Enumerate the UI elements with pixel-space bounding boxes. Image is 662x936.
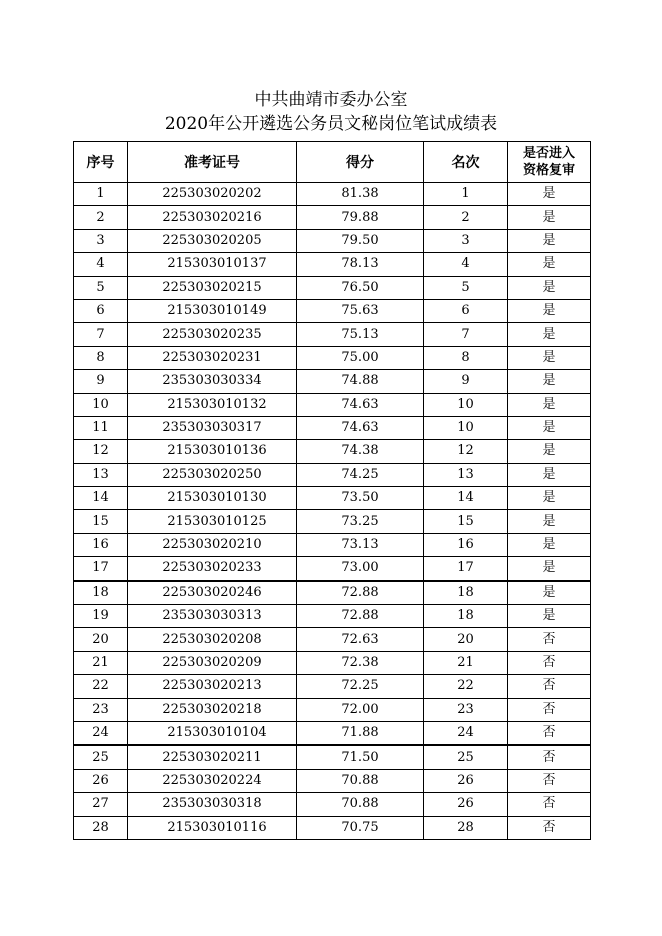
cell-exam-id: 235303030318	[128, 793, 297, 816]
cell-score: 73.25	[297, 510, 424, 533]
header-row	[74, 142, 591, 183]
cell-seq: 14	[74, 487, 128, 510]
cell-review: 否	[508, 628, 591, 651]
cell-rank: 18	[424, 605, 508, 628]
cell-seq: 3	[74, 229, 128, 252]
cell-rank: 17	[424, 557, 508, 581]
cell-score: 72.00	[297, 698, 424, 721]
table-row	[74, 487, 591, 510]
cell-score: 70.75	[297, 816, 424, 839]
cell-exam-id: 225303020202	[128, 183, 297, 206]
cell-seq: 23	[74, 698, 128, 721]
cell-score: 79.88	[297, 206, 424, 229]
cell-rank: 18	[424, 581, 508, 605]
cell-review: 是	[508, 581, 591, 605]
cell-seq: 15	[74, 510, 128, 533]
cell-seq: 27	[74, 793, 128, 816]
table-row	[74, 276, 591, 299]
cell-rank: 5	[424, 276, 508, 299]
cell-score: 72.88	[297, 581, 424, 605]
cell-seq: 18	[74, 581, 128, 605]
cell-exam-id: 215303010116	[128, 816, 297, 839]
score-table	[73, 141, 591, 840]
cell-exam-id: 235303030313	[128, 605, 297, 628]
cell-exam-id: 225303020215	[128, 276, 297, 299]
table-row	[74, 793, 591, 816]
cell-score: 70.88	[297, 769, 424, 792]
cell-review: 是	[508, 323, 591, 346]
cell-exam-id: 215303010104	[128, 721, 297, 745]
cell-review: 是	[508, 416, 591, 439]
cell-score: 74.88	[297, 370, 424, 393]
cell-review: 否	[508, 816, 591, 839]
table-row	[74, 229, 591, 252]
cell-seq: 16	[74, 533, 128, 556]
cell-rank: 1	[424, 183, 508, 206]
cell-review: 否	[508, 745, 591, 769]
cell-exam-id: 215303010149	[128, 299, 297, 322]
cell-rank: 26	[424, 793, 508, 816]
cell-rank: 3	[424, 229, 508, 252]
cell-score: 71.88	[297, 721, 424, 745]
table-row	[74, 675, 591, 698]
cell-review: 是	[508, 463, 591, 486]
cell-score: 75.13	[297, 323, 424, 346]
cell-review: 否	[508, 698, 591, 721]
cell-exam-id: 235303030334	[128, 370, 297, 393]
cell-seq: 26	[74, 769, 128, 792]
cell-exam-id: 225303020250	[128, 463, 297, 486]
table-row	[74, 651, 591, 674]
table-row	[74, 557, 591, 581]
cell-seq: 25	[74, 745, 128, 769]
cell-score: 79.50	[297, 229, 424, 252]
cell-rank: 14	[424, 487, 508, 510]
cell-exam-id: 225303020209	[128, 651, 297, 674]
cell-seq: 20	[74, 628, 128, 651]
cell-seq: 22	[74, 675, 128, 698]
cell-exam-id: 225303020218	[128, 698, 297, 721]
cell-score: 75.00	[297, 346, 424, 369]
cell-review: 是	[508, 557, 591, 581]
header-seq: 序号	[74, 142, 128, 183]
cell-rank: 16	[424, 533, 508, 556]
table-row	[74, 416, 591, 439]
cell-seq: 2	[74, 206, 128, 229]
cell-rank: 4	[424, 253, 508, 276]
table-row	[74, 463, 591, 486]
cell-review: 是	[508, 605, 591, 628]
cell-exam-id: 215303010130	[128, 487, 297, 510]
cell-exam-id: 225303020235	[128, 323, 297, 346]
cell-rank: 8	[424, 346, 508, 369]
cell-score: 73.13	[297, 533, 424, 556]
table-row	[74, 206, 591, 229]
cell-rank: 6	[424, 299, 508, 322]
cell-review: 是	[508, 229, 591, 252]
table-row	[74, 698, 591, 721]
cell-review: 是	[508, 346, 591, 369]
cell-exam-id: 225303020231	[128, 346, 297, 369]
cell-exam-id: 225303020210	[128, 533, 297, 556]
cell-exam-id: 215303010136	[128, 440, 297, 463]
table-row	[74, 346, 591, 369]
table-row	[74, 721, 591, 745]
cell-score: 81.38	[297, 183, 424, 206]
cell-seq: 19	[74, 605, 128, 628]
table-row	[74, 440, 591, 463]
header-exam-id: 准考证号	[128, 142, 297, 183]
cell-exam-id: 225303020211	[128, 745, 297, 769]
cell-score: 72.63	[297, 628, 424, 651]
table-row	[74, 628, 591, 651]
cell-rank: 26	[424, 769, 508, 792]
cell-rank: 10	[424, 393, 508, 416]
cell-score: 74.25	[297, 463, 424, 486]
cell-score: 76.50	[297, 276, 424, 299]
header-score: 得分	[297, 142, 424, 183]
cell-seq: 13	[74, 463, 128, 486]
cell-exam-id: 215303010137	[128, 253, 297, 276]
cell-exam-id: 225303020216	[128, 206, 297, 229]
cell-rank: 25	[424, 745, 508, 769]
cell-rank: 15	[424, 510, 508, 533]
cell-rank: 10	[424, 416, 508, 439]
document-title	[0, 88, 662, 136]
header-review	[508, 142, 591, 183]
table-row	[74, 605, 591, 628]
cell-exam-id: 225303020208	[128, 628, 297, 651]
cell-seq: 17	[74, 557, 128, 581]
cell-exam-id: 225303020205	[128, 229, 297, 252]
header-rank: 名次	[424, 142, 508, 183]
cell-exam-id: 225303020213	[128, 675, 297, 698]
title-line-2: 2020年公开遴选公务员文秘岗位笔试成绩表	[164, 114, 498, 134]
cell-seq: 24	[74, 721, 128, 745]
cell-rank: 7	[424, 323, 508, 346]
cell-exam-id: 215303010132	[128, 393, 297, 416]
table-row	[74, 183, 591, 206]
cell-score: 78.13	[297, 253, 424, 276]
cell-exam-id: 235303030317	[128, 416, 297, 439]
table-row	[74, 769, 591, 792]
cell-rank: 12	[424, 440, 508, 463]
cell-review: 是	[508, 533, 591, 556]
cell-seq: 5	[74, 276, 128, 299]
header-review-line-2: 资格复审	[522, 163, 575, 178]
cell-rank: 9	[424, 370, 508, 393]
cell-score: 72.38	[297, 651, 424, 674]
cell-score: 74.38	[297, 440, 424, 463]
table-body	[74, 183, 591, 840]
cell-review: 是	[508, 440, 591, 463]
cell-review: 是	[508, 299, 591, 322]
table-row	[74, 816, 591, 839]
cell-seq: 12	[74, 440, 128, 463]
cell-rank: 28	[424, 816, 508, 839]
cell-rank: 13	[424, 463, 508, 486]
table-row	[74, 393, 591, 416]
cell-seq: 9	[74, 370, 128, 393]
table-row	[74, 323, 591, 346]
cell-rank: 20	[424, 628, 508, 651]
title-line-1: 中共曲靖市委办公室	[254, 90, 408, 110]
table-row	[74, 370, 591, 393]
cell-review: 是	[508, 206, 591, 229]
cell-rank: 2	[424, 206, 508, 229]
cell-review: 是	[508, 510, 591, 533]
table-row	[74, 510, 591, 533]
cell-score: 74.63	[297, 393, 424, 416]
cell-score: 72.25	[297, 675, 424, 698]
table-row	[74, 581, 591, 605]
cell-review: 是	[508, 370, 591, 393]
header-review-line-1: 是否进入	[522, 146, 575, 161]
cell-seq: 6	[74, 299, 128, 322]
cell-review: 否	[508, 721, 591, 745]
cell-exam-id: 225303020233	[128, 557, 297, 581]
table-row	[74, 745, 591, 769]
cell-seq: 8	[74, 346, 128, 369]
table-row	[74, 253, 591, 276]
table-row	[74, 533, 591, 556]
cell-review: 是	[508, 276, 591, 299]
cell-exam-id: 225303020224	[128, 769, 297, 792]
cell-exam-id: 225303020246	[128, 581, 297, 605]
cell-exam-id: 215303010125	[128, 510, 297, 533]
table-row	[74, 299, 591, 322]
cell-review: 否	[508, 651, 591, 674]
cell-review: 是	[508, 393, 591, 416]
cell-seq: 4	[74, 253, 128, 276]
cell-rank: 24	[424, 721, 508, 745]
cell-score: 73.00	[297, 557, 424, 581]
cell-score: 72.88	[297, 605, 424, 628]
cell-seq: 7	[74, 323, 128, 346]
cell-rank: 22	[424, 675, 508, 698]
cell-review: 是	[508, 487, 591, 510]
cell-seq: 11	[74, 416, 128, 439]
cell-score: 74.63	[297, 416, 424, 439]
cell-score: 71.50	[297, 745, 424, 769]
cell-rank: 23	[424, 698, 508, 721]
cell-seq: 1	[74, 183, 128, 206]
cell-review: 否	[508, 675, 591, 698]
cell-score: 73.50	[297, 487, 424, 510]
cell-review: 否	[508, 769, 591, 792]
cell-seq: 21	[74, 651, 128, 674]
cell-rank: 21	[424, 651, 508, 674]
cell-review: 是	[508, 183, 591, 206]
cell-score: 70.88	[297, 793, 424, 816]
cell-review: 否	[508, 793, 591, 816]
cell-seq: 10	[74, 393, 128, 416]
cell-review: 是	[508, 253, 591, 276]
cell-seq: 28	[74, 816, 128, 839]
cell-score: 75.63	[297, 299, 424, 322]
